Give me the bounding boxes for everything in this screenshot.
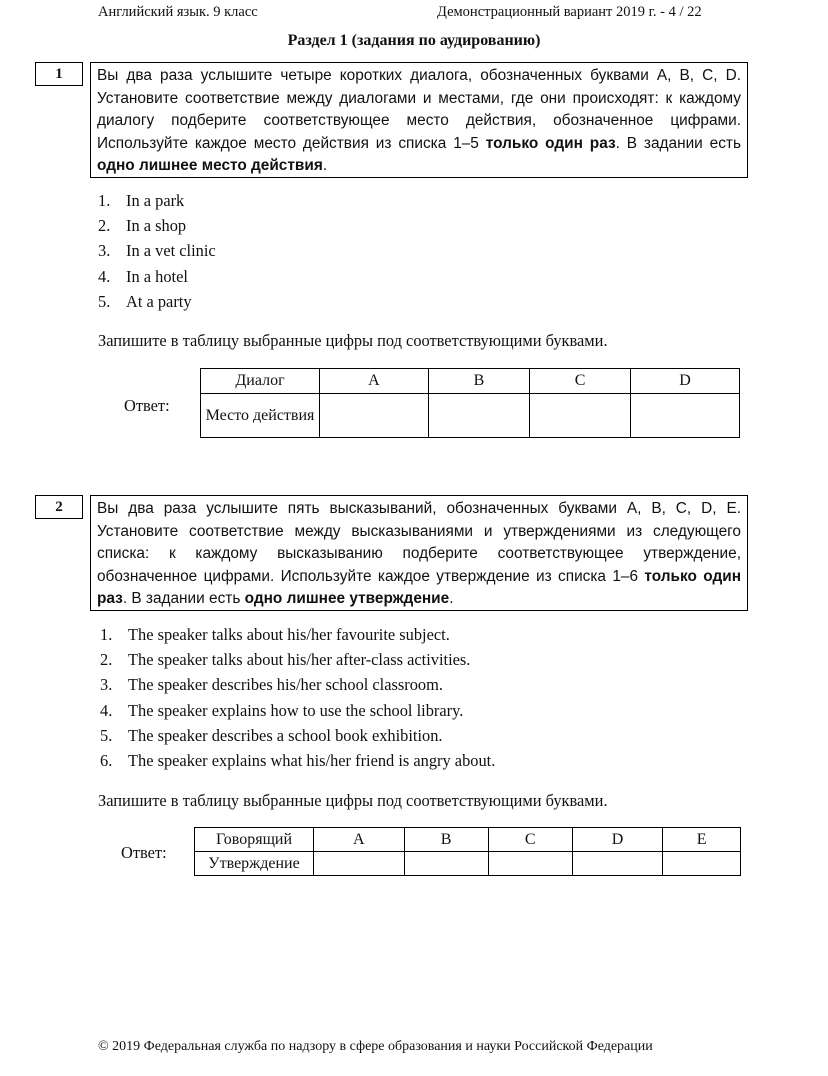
- column-header-c: C: [488, 828, 572, 852]
- task-2-number: 2: [35, 495, 83, 519]
- answer-cell-b[interactable]: [404, 852, 488, 876]
- list-item: [100, 723, 780, 748]
- table-row-label-place: Место действия: [201, 394, 320, 438]
- footer-copyright: © 2019 Федеральная служба по надзору в сфере образования и науки Российской Федерации: [98, 1039, 653, 1054]
- table-row-label-statement: Утверждение: [195, 852, 314, 876]
- option-number: 2.: [100, 650, 113, 670]
- option-text: The speaker talks about his/her favourite subject.: [128, 625, 450, 644]
- column-header-a: A: [320, 369, 429, 394]
- option-number: 5.: [100, 725, 113, 745]
- option-text: In a vet clinic: [126, 241, 216, 261]
- option-number: 1.: [100, 625, 113, 644]
- list-item: [98, 264, 698, 289]
- column-header-e: E: [663, 828, 741, 852]
- column-header-b: B: [428, 369, 529, 394]
- list-item: [98, 213, 698, 238]
- option-text: In a hotel: [126, 266, 188, 286]
- option-text: In a shop: [126, 216, 187, 236]
- header-subject: Английский язык. 9 класс: [98, 4, 258, 20]
- task-1-instruction-end: .: [322, 157, 328, 174]
- column-header-a: A: [314, 828, 405, 852]
- task-1-table-instruction: Запишите в таблицу выбранные цифры под соответствующими буквами.: [98, 331, 608, 350]
- answer-cell-b[interactable]: [428, 394, 529, 438]
- task-1-number: 1: [35, 62, 83, 86]
- list-item: [100, 647, 780, 672]
- answer-cell-d[interactable]: [572, 852, 663, 876]
- header-variant: Демонстрационный вариант 2019 г. - 4 / 22: [437, 4, 702, 20]
- option-text: The speaker explains what his/her friend is angry about.: [128, 750, 496, 770]
- answer-cell-c[interactable]: [488, 852, 572, 876]
- task-2-options: [100, 622, 780, 773]
- task-1-instruction-text: Вы два раза услышите четыре коротких диалога, обозначенных буквами A, B, C, D. Установите соответствие между диалогами и местами, где они происходят: к каждому диалогу подберите соответствующее место действия, обозначенное цифрами. Используйте каждое место действия из списка 1–5: [97, 67, 741, 152]
- option-text: In a park: [126, 191, 185, 210]
- option-text: The speaker describes a school book exhibition.: [128, 725, 443, 745]
- list-item: [98, 289, 698, 314]
- task-2-instruction-text: Вы два раза услышите пять высказываний, обозначенных буквами A, B, C, D, E. Установите соответствие между высказываниями и утверждениями из следующего списка: к каждому высказыванию подберите соответствующее утверждение, обозначенное цифрами. Используйте каждое утверждение из списка 1–6: [97, 500, 741, 585]
- answer-cell-a[interactable]: [314, 852, 405, 876]
- table-header-dialog: Диалог: [201, 369, 320, 394]
- option-number: 3.: [100, 675, 113, 695]
- option-number: 2.: [98, 216, 111, 236]
- column-header-b: B: [404, 828, 488, 852]
- list-item: [100, 698, 780, 723]
- task-2-instruction-bold-extra: одно лишнее утверждение: [244, 590, 450, 607]
- task-2-instruction: [90, 495, 748, 611]
- task-1-answer-label: Ответ:: [124, 396, 170, 415]
- task-2-answer-table: [194, 827, 741, 876]
- task-2-answer-label: Ответ:: [121, 843, 167, 862]
- table-header-speaker: Говорящий: [195, 828, 314, 852]
- task-1-instruction-bold-extra: одно лишнее место действия: [97, 157, 323, 174]
- option-text: At a party: [126, 291, 192, 311]
- column-header-d: D: [631, 369, 740, 394]
- option-number: 4.: [98, 266, 111, 286]
- option-number: 4.: [100, 700, 113, 720]
- option-number: 6.: [100, 750, 113, 770]
- task-1-instruction-bold-once: только один раз: [485, 134, 616, 152]
- task-1-instruction: [90, 62, 748, 178]
- option-text: The speaker describes his/her school classroom.: [128, 675, 443, 695]
- list-item: [100, 622, 780, 647]
- answer-cell-e[interactable]: [663, 852, 741, 876]
- task-1-instruction-mid: . В задании есть: [615, 134, 741, 152]
- task-2-table-instruction: Запишите в таблицу выбранные цифры под соответствующими буквами.: [98, 791, 608, 810]
- option-number: 5.: [98, 291, 111, 311]
- task-2-instruction-mid: . В задании есть: [122, 590, 245, 607]
- list-item: [100, 748, 780, 773]
- answer-cell-a[interactable]: [320, 394, 429, 438]
- task-2-instruction-end: .: [449, 590, 454, 607]
- list-item: [98, 238, 698, 263]
- task-1-answer-table: [200, 368, 740, 438]
- answer-cell-c[interactable]: [529, 394, 630, 438]
- option-text: The speaker explains how to use the school library.: [128, 700, 464, 720]
- task-2-instruction-bold-once: только один раз: [97, 567, 741, 607]
- list-item: [98, 188, 698, 213]
- section-title: Раздел 1 (задания по аудированию): [287, 32, 541, 49]
- column-header-d: D: [572, 828, 663, 852]
- task-1-options: [98, 188, 698, 314]
- option-number: 3.: [98, 241, 111, 261]
- option-number: 1.: [98, 191, 111, 210]
- answer-cell-d[interactable]: [631, 394, 740, 438]
- option-text: The speaker talks about his/her after-class activities.: [128, 650, 471, 670]
- column-header-c: C: [529, 369, 630, 394]
- list-item: [100, 672, 780, 697]
